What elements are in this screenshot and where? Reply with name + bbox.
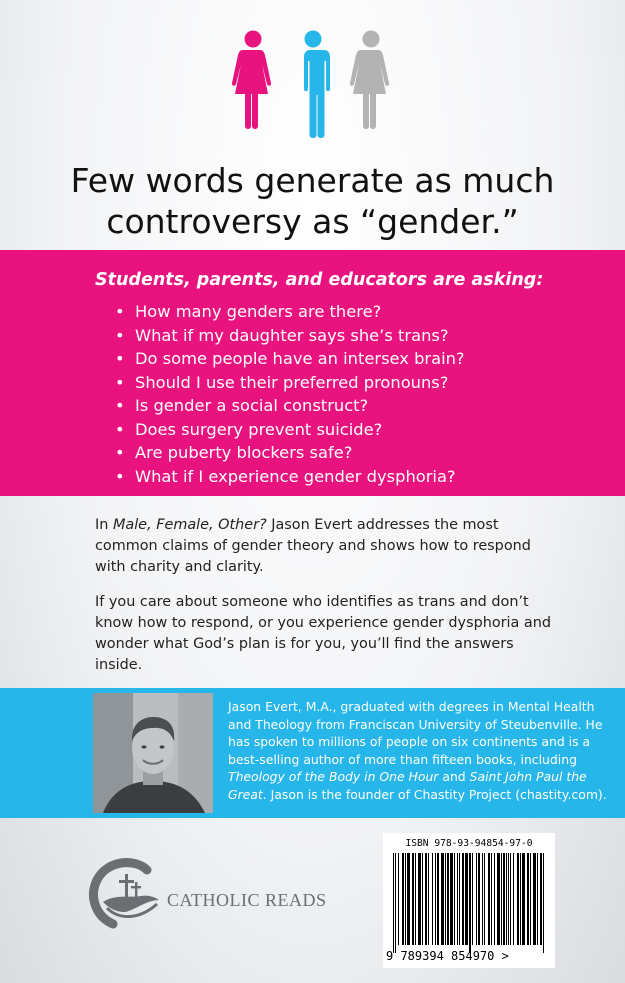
bullet-icon: • bbox=[115, 419, 125, 439]
barcode-bar bbox=[422, 853, 423, 945]
publisher-logo bbox=[85, 850, 345, 940]
barcode-bar bbox=[527, 853, 529, 945]
barcode-bar bbox=[412, 853, 414, 945]
barcode-bar bbox=[510, 853, 511, 945]
barcode-bar bbox=[530, 853, 531, 945]
barcode-bar bbox=[472, 853, 473, 945]
list-item: • Does surgery prevent suicide? bbox=[115, 418, 465, 442]
list-item: • Do some people have an intersex brain? bbox=[115, 347, 465, 371]
bullet-icon: • bbox=[115, 396, 125, 415]
barcode-bar bbox=[395, 853, 396, 953]
list-item: • What if my daughter says she’s trans? bbox=[115, 324, 465, 348]
headline-line-2: controversy as “gender.” bbox=[106, 202, 519, 241]
barcode-bars bbox=[393, 853, 545, 953]
barcode-bar bbox=[447, 853, 449, 945]
questions-heading: Students, parents, and educators are asking: bbox=[95, 270, 544, 290]
barcode-bar bbox=[445, 853, 446, 945]
barcode-bar bbox=[405, 853, 406, 945]
barcode-bar bbox=[407, 853, 410, 945]
bullet-icon: • bbox=[115, 302, 125, 321]
barcode-bar bbox=[402, 853, 404, 945]
barcode-bar bbox=[428, 853, 429, 945]
list-item: • Is gender a social construct? bbox=[115, 394, 465, 418]
barcode-bar bbox=[476, 853, 477, 945]
male-figure-icon bbox=[302, 31, 330, 139]
bullet-icon: • bbox=[115, 372, 125, 392]
barcode-bar bbox=[537, 853, 538, 945]
barcode-bar bbox=[418, 853, 421, 945]
barcode-bar bbox=[482, 853, 483, 945]
bullet-icon: • bbox=[115, 443, 125, 462]
gender-figures bbox=[0, 30, 625, 140]
barcode-bar bbox=[543, 853, 544, 953]
description-paragraph-2: If you care about someone who identifies as trans and don’t know how to respond, or you experience gender dysphoria and wonder what God’s plan is for you, you’ll find the answers inside. bbox=[95, 594, 552, 673]
author-photo bbox=[93, 693, 213, 813]
bullet-icon: • bbox=[115, 349, 125, 368]
barcode-bar bbox=[488, 853, 490, 945]
barcode-bar bbox=[508, 853, 509, 945]
barcode-bar bbox=[478, 853, 480, 945]
headline bbox=[0, 160, 625, 242]
book-title: Saint John Paul the Great bbox=[228, 769, 587, 802]
list-item: • How many genders are there? bbox=[115, 300, 465, 324]
barcode-bar bbox=[503, 853, 505, 945]
barcode-bar bbox=[520, 853, 521, 945]
description bbox=[95, 515, 565, 690]
barcode-bar bbox=[533, 853, 536, 945]
bullet-icon: • bbox=[115, 325, 125, 345]
barcode-bar bbox=[522, 853, 525, 945]
bullet-icon: • bbox=[115, 466, 125, 486]
headline-line-1: Few words generate as much bbox=[70, 161, 555, 200]
isbn-text: ISBN 978-93-94854-97-0 bbox=[405, 838, 533, 849]
barcode bbox=[383, 833, 555, 968]
barcode-bar bbox=[501, 853, 502, 945]
barcode-bar bbox=[469, 853, 471, 953]
barcode-bar bbox=[457, 853, 458, 945]
barcode-bar bbox=[398, 853, 399, 945]
barcode-bar bbox=[425, 853, 427, 945]
list-item: • Should I use their preferred pronouns? bbox=[115, 371, 465, 395]
barcode-bar bbox=[517, 853, 519, 945]
barcode-bar bbox=[497, 853, 500, 945]
barcode-bar bbox=[432, 853, 433, 945]
barcode-bar bbox=[513, 853, 514, 945]
female-figure-gray-icon bbox=[350, 31, 389, 130]
questions-panel bbox=[0, 250, 625, 496]
barcode-bar bbox=[465, 853, 468, 945]
barcode-bar bbox=[491, 853, 492, 945]
barcode-bar bbox=[441, 853, 444, 945]
barcode-bar bbox=[450, 853, 453, 945]
barcode-bar bbox=[459, 853, 460, 945]
barcode-bar bbox=[484, 853, 485, 945]
barcode-bar bbox=[454, 853, 455, 945]
barcode-bar bbox=[506, 853, 507, 945]
book-title: Male, Female, Other? bbox=[112, 517, 267, 533]
description-paragraph-1: In Male, Female, Other? Jason Evert addresses the most common claims of gender theory and shows how to respond with charity and clarity. bbox=[95, 517, 531, 575]
barcode-bar bbox=[540, 853, 542, 945]
barcode-bar bbox=[494, 853, 495, 945]
barcode-bar bbox=[415, 853, 416, 945]
author-bio-panel bbox=[0, 688, 625, 818]
list-item: • What if I experience gender dysphoria? bbox=[115, 465, 465, 489]
barcode-bar bbox=[393, 853, 394, 953]
list-item: • Are puberty blockers safe? bbox=[115, 441, 465, 465]
barcode-digits: 9 789394 854970 > bbox=[386, 949, 509, 963]
catholic-reads-logo-icon bbox=[85, 850, 165, 940]
questions-list bbox=[115, 300, 465, 488]
barcode-bar bbox=[437, 853, 439, 945]
barcode-bar bbox=[462, 853, 464, 945]
publisher-name: CATHOLIC READS bbox=[167, 890, 327, 910]
author-bio-text: Jason Evert, M.A., graduated with degrees in Mental Health and Theology from Franciscan University of Steubenville. He has spoken to millions of people on six continents and is a best-selling author of more than fifteen books, including Theology of the Body in One Hour and Saint John Paul the Great. Jason is the founder of Chastity Project (chastity.com). bbox=[228, 699, 607, 802]
book-title: Theology of the Body in One Hour bbox=[228, 769, 439, 784]
female-figure-icon bbox=[232, 31, 271, 130]
barcode-bar bbox=[435, 853, 436, 945]
